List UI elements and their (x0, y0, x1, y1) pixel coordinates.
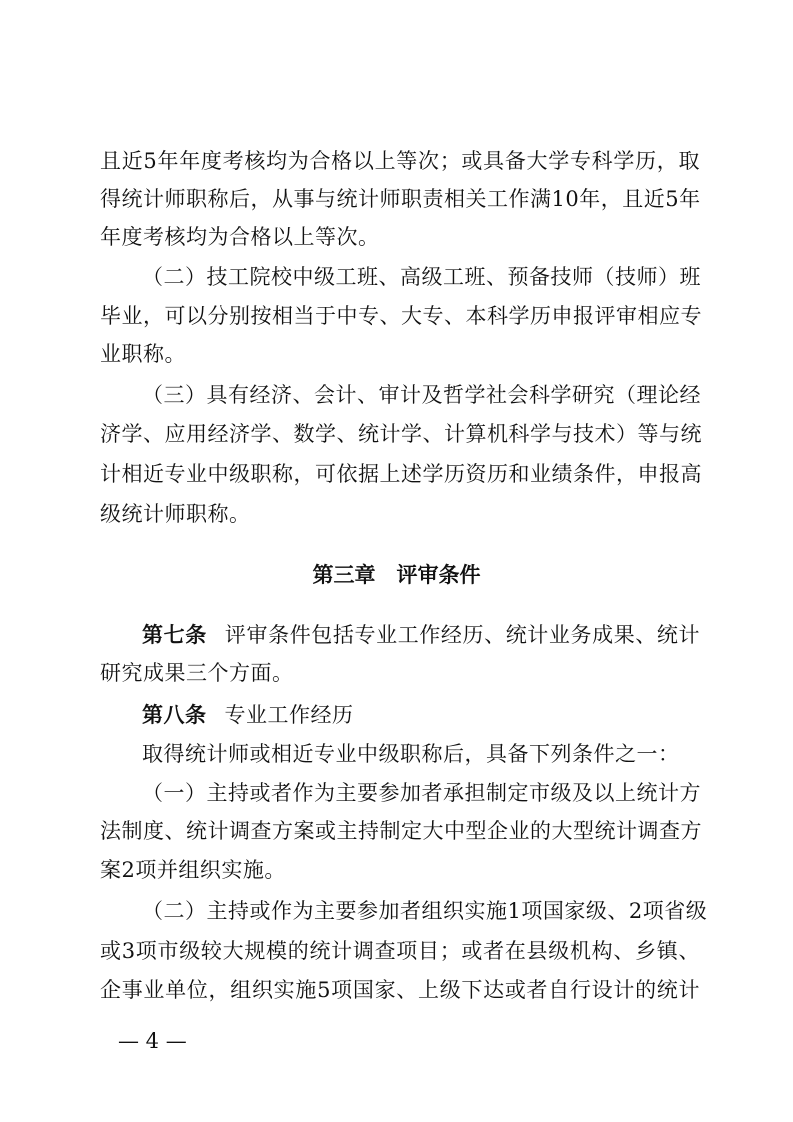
page-number: — 4 — (118, 1029, 187, 1053)
text-line: 计相近专业中级职称，可依据上述学历资历和业绩条件，申报高 (100, 462, 702, 486)
text-line: 且近5年年度考核均为合格以上等次；或具备大学专科学历，取 (100, 149, 700, 173)
text-line: 得统计师职称后，从事与统计师职责相关工作满10年，且近5年 (100, 187, 701, 211)
text-line: 研究成果三个方面。 (100, 661, 294, 685)
article-title: 专业工作经历 (224, 703, 354, 727)
text-line: （二）技工院校中级工班、高级工班、预备技师（技师）班 (142, 265, 701, 289)
article-7-line (142, 617, 700, 653)
text-line: （一）主持或者作为主要参加者承担制定市级及以上统计方 (142, 781, 701, 805)
text-line: 济学、应用经济学、数学、统计学、计算机科学与技术）等与统 (100, 422, 702, 446)
text-line: 取得统计师或相近专业中级职称后，具备下列条件之一： (142, 742, 680, 766)
article-label: 第八条 (142, 703, 207, 727)
article-text: 评审条件包括专业工作经历、统计业务成果、统计 (224, 623, 701, 647)
text-line: 毕业，可以分别按相当于中专、大专、本科学历申报评审相应专 (100, 304, 702, 328)
text-line: 年度考核均为合格以上等次。 (100, 225, 380, 249)
text-line: 法制度、统计调查方案或主持制定大中型企业的大型统计调查方 (100, 819, 702, 843)
text-line: （二）主持或作为主要参加者组织实施1项国家级、2项省级 (142, 899, 708, 923)
text-line: 案2项并组织实施。 (100, 858, 286, 882)
text-line: （三）具有经济、会计、审计及哲学社会科学研究（理论经 (142, 383, 701, 407)
article-8-line (142, 697, 700, 733)
text-line: 级统计师职称。 (100, 502, 251, 526)
article-label: 第七条 (142, 623, 207, 647)
text-line: 或3项市级较大规模的统计调查项目；或者在县级机构、乡镇、 (100, 939, 700, 963)
text-line: 业职称。 (100, 342, 186, 366)
text-line: 企事业单位，组织实施5项国家、上级下达或者自行设计的统计 (100, 978, 700, 1002)
chapter-heading: 第三章 评审条件 (312, 563, 481, 587)
